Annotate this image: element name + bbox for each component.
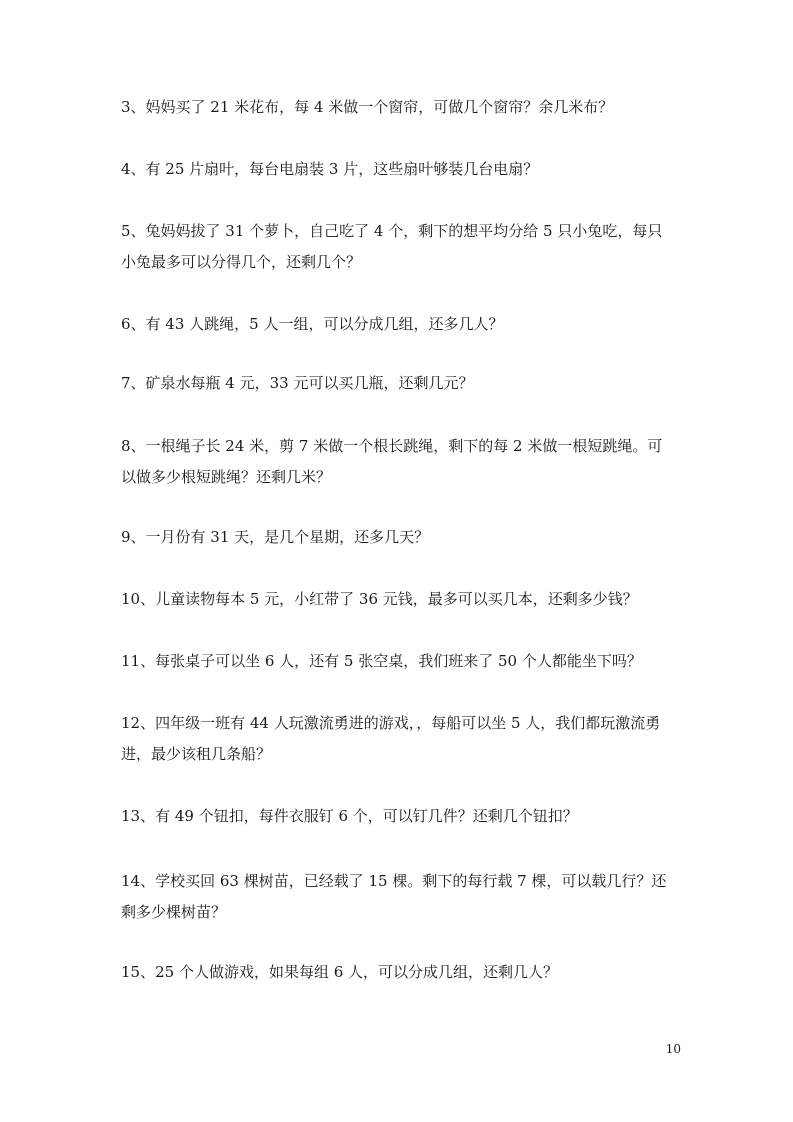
question-4: 4、有 25 片扇叶，每台电扇装 3 片，这些扇叶够装几台电扇？ <box>121 160 539 178</box>
question-12: 12、四年级一班有 44 人玩激流勇进的游戏，，每船可以坐 5 人，我们都玩激流勇进，最少该租几条船？ <box>121 714 661 763</box>
question-14: 14、学校买回 63 棵树苗，已经载了 15 棵。剩下的每行载 7 棵，可以载几行？还剩多少棵树苗？ <box>121 872 667 921</box>
question-9: 9、一月份有 31 天，是几个星期，还多几天？ <box>121 528 430 546</box>
question-8: 8、一根绳子长 24 米，剪 7 米做一个根长跳绳，剩下的每 2 米做一根短跳绳。可以做多少根短跳绳？还剩几米？ <box>121 437 663 486</box>
question-15: 15、25 个人做游戏，如果每组 6 人，可以分成几组，还剩几人？ <box>121 963 559 981</box>
page-number: 10 <box>665 1042 681 1056</box>
question-10: 10、儿童读物每本 5 元，小红带了 36 元钱，最多可以买几本，还剩多少钱？ <box>121 590 638 608</box>
question-3: 3、妈妈买了 21 米花布，每 4 米做一个窗帘，可做几个窗帘？余几米布？ <box>121 98 614 116</box>
question-7: 7、矿泉水每瓶 4 元，33 元可以买几瓶，还剩几元？ <box>121 374 474 392</box>
question-11: 11、每张桌子可以坐 6 人，还有 5 张空桌，我们班来了 50 个人都能坐下吗？ <box>121 652 642 670</box>
question-5: 5、兔妈妈拔了 31 个萝卜，自己吃了 4 个，剩下的想平均分给 5 只小兔吃，每只小兔最多可以分得几个，还剩几个？ <box>121 222 663 271</box>
question-13: 13、有 49 个钮扣，每件衣服钉 6 个，可以钉几件？还剩几个钮扣？ <box>121 807 578 825</box>
question-6: 6、有 43 人跳绳，5 人一组，可以分成几组，还多几人？ <box>121 315 504 333</box>
